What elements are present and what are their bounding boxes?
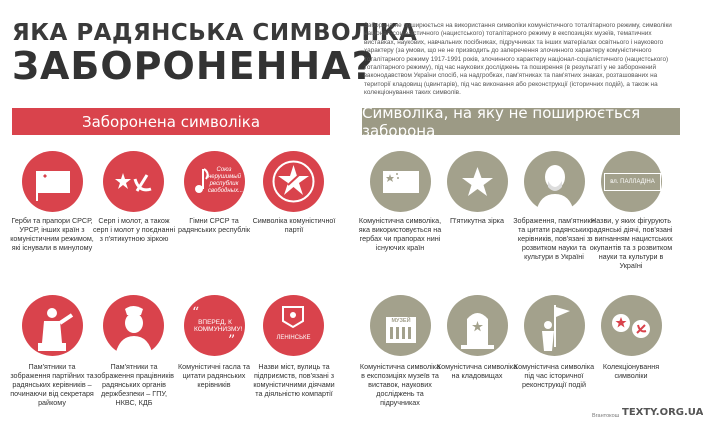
scientist-portrait-icon [524, 151, 585, 212]
svg-text:“: “ [192, 305, 200, 321]
texty-logo[interactable]: TEXTY.ORG.UA [622, 407, 703, 418]
badges-icon [601, 295, 662, 356]
town-name-text: ЛЕНІНСЬКЕ [276, 335, 311, 341]
page-title-line2: ЗАБОРОНЕННА? [12, 44, 375, 88]
allowed-caption-7: Комуністична символіка під час історичної реконструкції подій [513, 362, 595, 389]
allowed-caption-2: П'ятикутна зірка [449, 216, 504, 225]
forbidden-banner: Заборонена символіка [12, 108, 330, 135]
name-plate-icon [601, 151, 662, 212]
allowed-caption-6: Комуністична символіка на кладовищах [436, 362, 518, 380]
plate-text: вл. ПАЛЛАДІНА [610, 178, 655, 185]
music-note-icon [184, 151, 245, 212]
allowed-caption-1: Комуністична символіка, яка використовується на гербах чи прапорах нині існуючих країн [358, 216, 442, 252]
allowed-caption-3: Зображення, пам'ятники та цитати радянських керівників, пов'язані з розвитком науки та культури в Україні [513, 216, 595, 261]
street-sign-icon [263, 295, 324, 356]
allowed-banner: Символіка, на яку не поширюється заборона [362, 108, 680, 135]
forbidden-caption-6: Пам'ятники та зображення працівників радянських органів держбезпеки – ГПУ, НКВС, КДБ [94, 362, 174, 407]
portrait-icon [103, 295, 164, 356]
party-emblem-icon [263, 151, 324, 212]
flag-bearer-icon [524, 295, 585, 356]
intro-paragraph: Заборона не поширюється на використання символіки комуністичного тоталітарного режиму, символіки націонал-соціалістичного (нацистського) тоталітарного режиму в експозиціях музеїв, тематичних виставках, наукових, навчальних посібниках, підручниках та інших матеріалах освітнього і наукового характеру (за умови, що не не призводить до заперечення злочинного характеру комуністичного тоталітарного режиму 1917-1991 років, злочинного характеру націонал-соціалістичного (нацистського) тоталітарного режиму), під час наукових досліджень та поширення (в результаті у не заборонений законодавством України спосіб, на надгробках, пам'ятниках та пам'ятних знаках, розташованих на території кладовищ (цвинтарів), під час виконання або реконструкції (історичних подій), а також на колекціонування таких символів. [364, 22, 672, 97]
anthem-lyrics-text: Союз нерушимый республик свободных... [208, 167, 244, 194]
footer-label: Вгантокош [592, 413, 620, 419]
forbidden-caption-4: Символіка комуністичної партії [252, 216, 336, 234]
forbidden-caption-3: Гімни СРСР та радянських республік [177, 216, 251, 234]
svg-text:”: ” [228, 333, 236, 349]
allowed-caption-5: Комуністична символіка в експозиціях музеїв та виставок, наукових досліджень та підручниках [359, 362, 441, 407]
forbidden-caption-7: Комуністичні гасла та цитати радянських керівників [177, 362, 251, 389]
museum-icon [370, 295, 431, 356]
slogan-text: ВПЕРЕД, К КОММУНИЗМУ! [194, 319, 243, 333]
star-icon [447, 151, 508, 212]
forbidden-caption-5: Пам'ятники та зображення партійних та радянських керівників – починаючи від секретаря райкому [10, 362, 94, 407]
gravestone-icon [447, 295, 508, 356]
flag-icon [22, 151, 83, 212]
museum-sign-text: МУЗЕЙ [391, 318, 411, 324]
slogan-icon [184, 295, 245, 356]
page-title-line1: ЯКА РАДЯНСЬКА СИМВОЛІКА [12, 20, 418, 46]
allowed-caption-8: Колекціонування символіки [602, 362, 660, 380]
monument-icon [22, 295, 83, 356]
forbidden-caption-1: Герби та прапори СРСР, УРСР, інших країн з комуністичним режимом, які існували в минулому [10, 216, 94, 252]
china-flag-icon [370, 151, 431, 212]
allowed-caption-4: Назви, у яких фігурують радянські діячі, пов'язані з вигнанням нацистських окупантів та з розвитком науки та культури в Україні [589, 216, 673, 270]
forbidden-caption-8: Назви міст, вулиць та підприємств, пов'язані з комуністичними діячами та діяльністю компартії [253, 362, 335, 398]
star-hammer-sickle-icon [103, 151, 164, 212]
forbidden-caption-2: Серп і молот, а також серп і молот у поєднанні з п'ятикутною зіркою [92, 216, 176, 243]
